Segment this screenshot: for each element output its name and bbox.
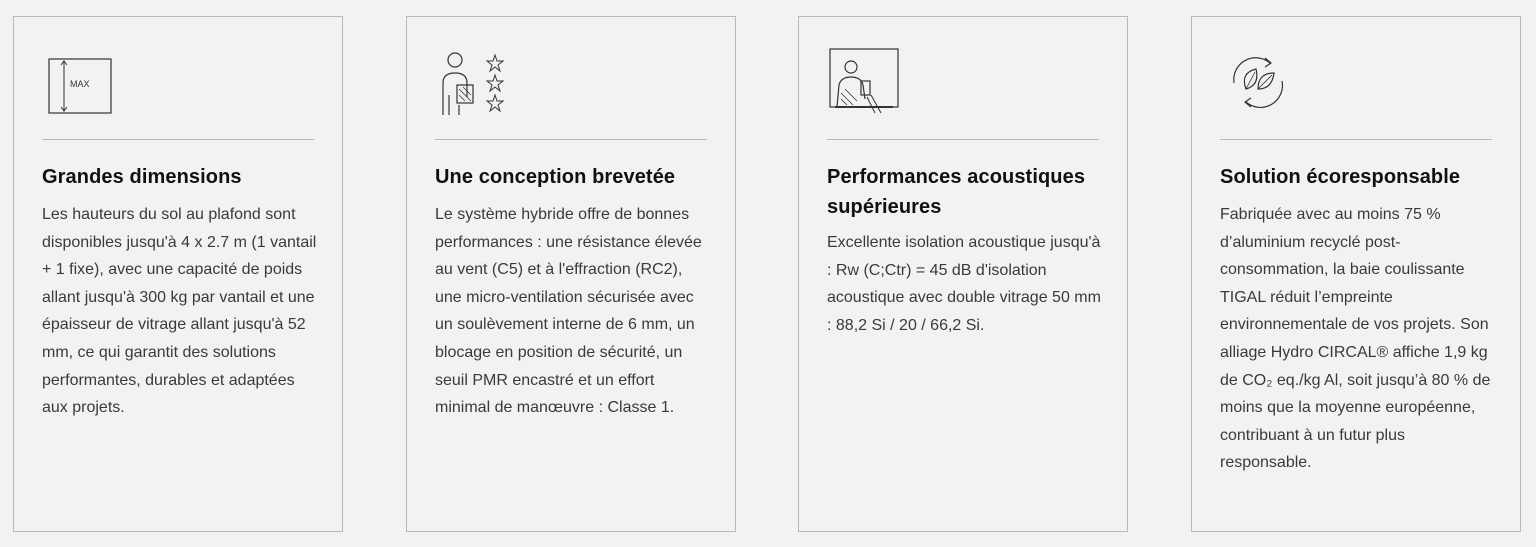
feature-description: Le système hybride offre de bonnes performances : une résistance élevée au vent (C5) et à l'effraction (RC2), une micro-ventilation sécurisée avec un soulèvement interne de 6 mm, un blocage en position de sécurité, un seuil PMR encastré et un effort minimal de manœuvre : Classe 1.	[435, 206, 702, 417]
feature-title: Solution écoresponsable	[1220, 166, 1461, 188]
feature-title: Grandes dimensions	[42, 166, 242, 188]
divider	[42, 139, 314, 140]
feature-card-patented	[406, 16, 736, 532]
feature-title: Performances acoustiques supérieures	[827, 166, 1086, 218]
feature-description: Les hauteurs du sol au plafond sont disponibles jusqu'à 4 x 2.7 m (1 vantail + 1 fixe), avec une capacité de poids allant jusqu'à 300 kg par vantail et une épaisseur de vitrage allant jusqu'à 52 mm, ce qui garantit des solutions performantes, durables et adaptées aux projets.	[42, 206, 317, 417]
feature-description: Fabriquée avec au moins 75 % d’aluminium recyclé post-consommation, la baie coulissante TIGAL réduit l’empreinte environnementale de vos projets. Son alliage Hydro CIRCAL® affiche 1,9 kg de CO₂ eq./kg Al, soit jusqu’à 80 % de moins que la moyenne européenne, contribuant à un futur plus responsable.	[1220, 206, 1491, 472]
divider	[435, 139, 707, 140]
feature-card-eco	[1191, 16, 1521, 532]
patented-design-icon	[435, 45, 505, 115]
acoustic-performance-icon	[827, 45, 897, 115]
divider	[827, 139, 1099, 140]
feature-description: Excellente isolation acoustique jusqu'à : Rw (C;Ctr) = 45 dB d'isolation acoustique avec double vitrage 50 mm : 88,2 Si / 20 / 66,2 Si.	[827, 234, 1101, 334]
max-dimensions-icon	[42, 45, 112, 115]
feature-card-acoustic	[798, 16, 1128, 532]
max-label: MAX	[70, 79, 90, 89]
feature-title: Une conception brevetée	[435, 166, 676, 188]
divider	[1220, 139, 1492, 140]
feature-card-dimensions	[13, 16, 343, 532]
eco-leaf-recycle-icon	[1220, 45, 1290, 115]
